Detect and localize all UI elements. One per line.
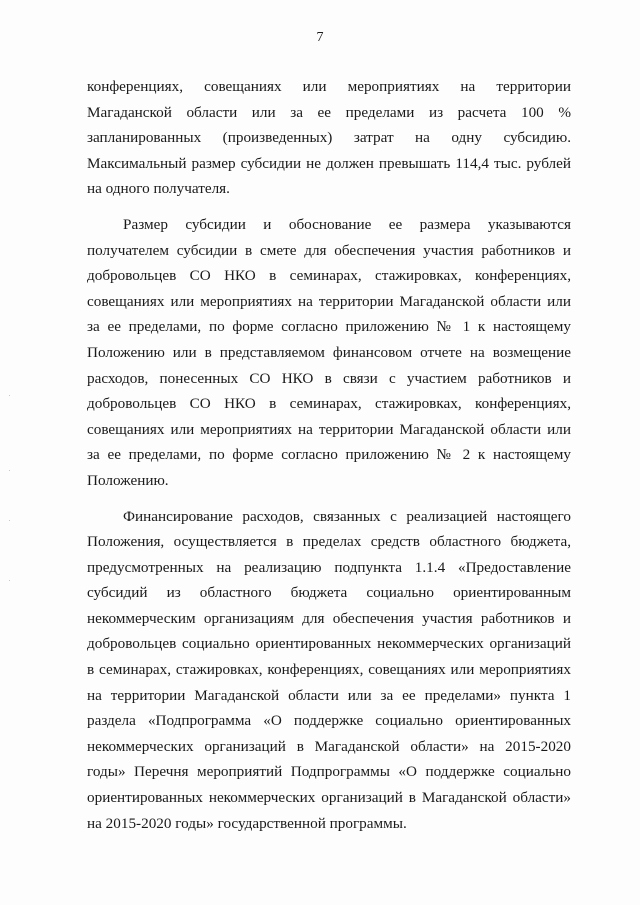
- page-number: 7: [316, 30, 324, 45]
- scan-artifact: [9, 395, 10, 396]
- scan-artifact: [9, 520, 10, 521]
- paragraph-3: Финансирование расходов, связанных с реализацией настоящего Положения, осуществляется в пределах средств областного бюджета, предусмотренных на реализацию подпункта 1.1.4 «Предоставление субсидий из областного бюджета социально ориентированным некоммерческим организациям для обеспечения участия работников и добровольцев социально ориентированных некоммерческих организаций в семинарах, стажировках, конференциях, совещаниях или мероприятиях на территории Магаданской области или за ее пределами» пункта 1 раздела «Подпрограмма «О поддержке социально ориентированных некоммерческих организаций в Магаданской области» на 2015-2020 годы» Перечня мероприятий Подпрограммы «О поддержке социально ориентированных некоммерческих организаций в Магаданской области» на 2015-2020 годы» государственной программы.: [87, 507, 571, 832]
- paragraph-2: Размер субсидии и обоснование ее размера указываются получателем субсидии в смете для обеспечения участия работников и добровольцев СО НКО в семинарах, стажировках, конференциях, совещаниях или мероприятиях на территории Магаданской области или за ее пределами, по форме согласно приложению № 1 к настоящему Положению или в представляемом финансовом отчете на возмещение расходов, понесенных СО НКО в связи с участием работников и добровольцев СО НКО в семинарах, стажировках, конференциях, совещаниях или мероприятиях на территории Магаданской области или за ее пределами, по форме согласно приложению № 2 к настоящему Положению.: [87, 215, 571, 489]
- scan-artifact: [9, 580, 10, 581]
- paragraph-1: конференциях, совещаниях или мероприятиях на территории Магаданской области или за ее пределами из расчета 100 % запланированных (произведенных) затрат на одну субсидию. Максимальный размер субсидии не должен превышать 114,4 тыс. рублей на одного получателя.: [87, 78, 571, 198]
- scan-artifact: [9, 470, 10, 471]
- document-body: [87, 74, 571, 836]
